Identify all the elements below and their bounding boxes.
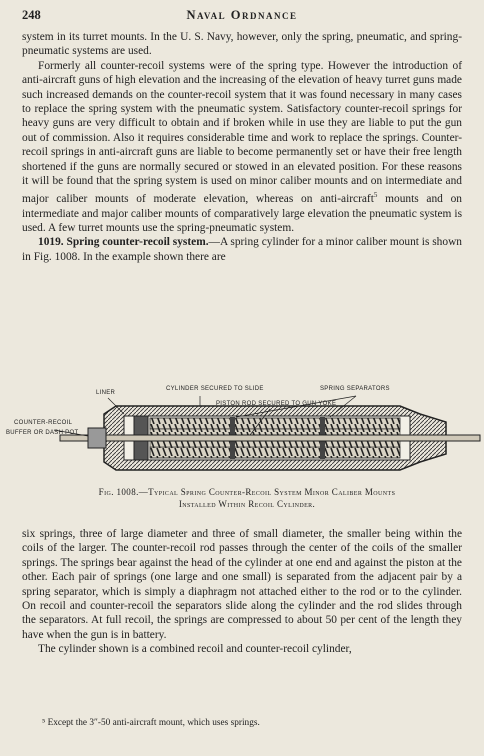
figure-caption <box>32 486 462 510</box>
caption-line: Fig. 1008.—Typical Spring Counter-Recoil System Minor Caliber Mounts <box>98 487 396 497</box>
paragraph-text: Formerly all counter-recoil systems were of the spring type. However the introduction of anti-aircraft guns of high elevation and the increasing of the elevation of heavy turret guns made such increased demands on the counter-recoil system that it was found necessary in many cases to replace the spring system with the pneumatic system. Satisfactory counter-recoil springs for heavy guns are very difficult to obtain and if broken while in use they are liable to put the gun out of commission. Also it requires considerable time and work to replace the springs. Counter-recoil springs in anti-aircraft guns are liable to become permanently set or have their free length shortened if the guns are normally secured or stowed in an elevated position. For these reasons it will be found that the spring system is used on minor caliber mounts and on intermediate and major caliber mounts of moderate elevation, whereas on anti-aircraft <box>22 59 462 206</box>
paragraph-text: mounts and on intermediate and major caliber mounts of comparatively large elevation the pneumatic system is used. A few turret mounts use the spring-pneumatic system. <box>22 193 462 235</box>
body-text-bottom <box>22 527 462 657</box>
paragraph-text: —A spring cylinder for a minor caliber mount is shown in Fig. 1008. In the example shown there are <box>22 236 462 263</box>
large-spring-lower <box>150 447 400 458</box>
page-number: 248 <box>22 8 41 22</box>
figure-spring-cylinder <box>0 384 484 482</box>
counter-recoil-buffer <box>88 428 106 448</box>
label-buffer-1: COUNTER-RECOIL <box>14 420 73 426</box>
paragraph <box>22 59 462 236</box>
page-header <box>22 8 462 24</box>
body-text-top <box>22 30 462 264</box>
section-heading: 1019. Spring counter-recoil system. <box>38 236 209 249</box>
piston-rod <box>60 435 480 441</box>
label-piston-rod: PISTON ROD SECURED TO GUN YOKE <box>216 401 337 407</box>
label-cylinder-secured: CYLINDER SECURED TO SLIDE <box>166 386 264 392</box>
label-buffer-2: BUFFER OR DASH POT <box>6 430 79 436</box>
large-spring-upper <box>150 418 400 429</box>
running-head: Naval Ordnance <box>186 8 298 22</box>
paragraph: system in its turret mounts. In the U. S. Navy, however, only the spring, pneumatic, and spring-pneumatic systems are used. <box>22 31 462 58</box>
paragraph <box>22 235 462 264</box>
footnote: ⁵ Except the 3″-50 anti-aircraft mount, which uses springs. <box>42 718 260 728</box>
footnote-ref: 5 <box>373 191 378 200</box>
paragraph: six springs, three of large diameter and three of small diameter, the smaller being within the coils of the larger. The counter-recoil rod passes through the center of the coils of the smaller springs. The springs bear against the head of the cylinder at one end and against the piston at the other. Each pair of springs (one large and one small) is separated from the adjacent pair by a spring separator, which is simply a diaphragm not attached either to the rod or to the cylinder. On recoil and counter-recoil the separators slide along the cylinder and the rod slides through the separators. At full recoil, the springs are compressed to about 50 per cent of the length they have when the gun is in battery. <box>22 528 462 641</box>
caption-line: Installed Within Recoil Cylinder. <box>178 499 316 509</box>
label-liner: LINER <box>96 390 116 396</box>
label-spring-separators: SPRING SEPARATORS <box>320 386 390 392</box>
paragraph: The cylinder shown is a combined recoil and counter-recoil cylinder, <box>38 643 352 656</box>
